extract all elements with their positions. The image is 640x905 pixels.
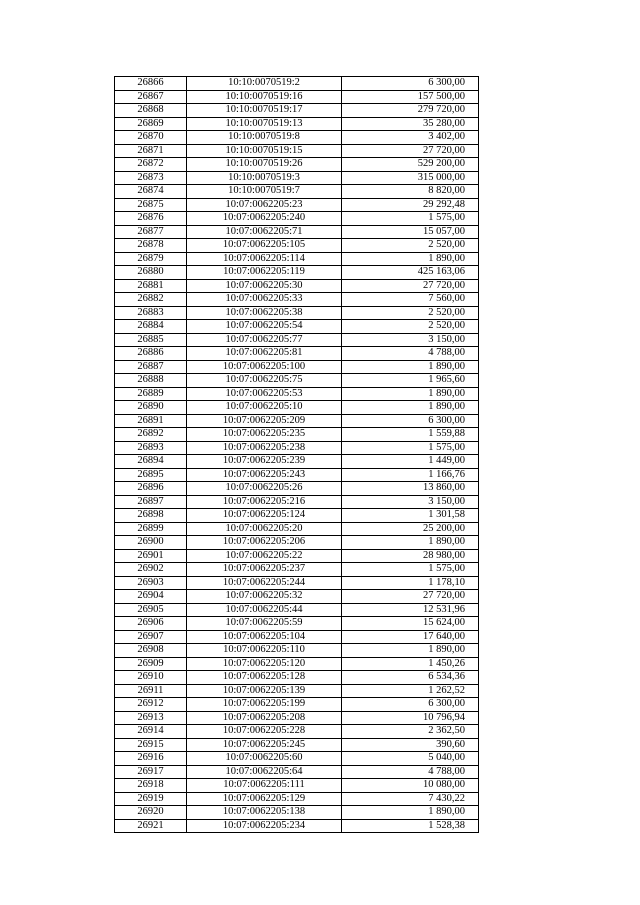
row-number-cell: 26921: [115, 819, 187, 833]
row-number-cell: 26910: [115, 671, 187, 685]
row-number-cell: 26895: [115, 468, 187, 482]
amount-cell: 1 301,58: [342, 509, 479, 523]
cadastral-number-cell: 10:07:0062205:119: [187, 266, 342, 280]
table-row: [115, 455, 479, 469]
amount-cell: 3 402,00: [342, 131, 479, 145]
table-row: [115, 738, 479, 752]
cadastral-number-cell: 10:07:0062205:59: [187, 617, 342, 631]
row-number-cell: 26867: [115, 90, 187, 104]
table-body: [115, 77, 479, 833]
cadastral-number-cell: 10:07:0062205:44: [187, 603, 342, 617]
table-row: [115, 752, 479, 766]
table-row: [115, 320, 479, 334]
row-number-cell: 26898: [115, 509, 187, 523]
row-number-cell: 26907: [115, 630, 187, 644]
row-number-cell: 26916: [115, 752, 187, 766]
amount-cell: 7 430,22: [342, 792, 479, 806]
amount-cell: 6 534,36: [342, 671, 479, 685]
amount-cell: 1 575,00: [342, 563, 479, 577]
cadastral-number-cell: 10:10:0070519:13: [187, 117, 342, 131]
table-row: [115, 657, 479, 671]
cadastral-number-cell: 10:07:0062205:77: [187, 333, 342, 347]
table-row: [115, 779, 479, 793]
amount-cell: 1 262,52: [342, 684, 479, 698]
table-row: [115, 212, 479, 226]
cadastral-number-cell: 10:07:0062205:110: [187, 644, 342, 658]
row-number-cell: 26903: [115, 576, 187, 590]
amount-cell: 10 796,94: [342, 711, 479, 725]
row-number-cell: 26871: [115, 144, 187, 158]
amount-cell: 3 150,00: [342, 333, 479, 347]
table-row: [115, 387, 479, 401]
cadastral-number-cell: 10:07:0062205:129: [187, 792, 342, 806]
table-row: [115, 441, 479, 455]
row-number-cell: 26868: [115, 104, 187, 118]
amount-cell: 390,60: [342, 738, 479, 752]
row-number-cell: 26887: [115, 360, 187, 374]
amount-cell: 1 575,00: [342, 212, 479, 226]
row-number-cell: 26882: [115, 293, 187, 307]
table-row: [115, 360, 479, 374]
table-row: [115, 266, 479, 280]
table-row: [115, 198, 479, 212]
amount-cell: 28 980,00: [342, 549, 479, 563]
amount-cell: 1 166,76: [342, 468, 479, 482]
row-number-cell: 26904: [115, 590, 187, 604]
cadastral-number-cell: 10:07:0062205:60: [187, 752, 342, 766]
cadastral-number-cell: 10:10:0070519:2: [187, 77, 342, 91]
row-number-cell: 26883: [115, 306, 187, 320]
amount-cell: 2 362,50: [342, 725, 479, 739]
cadastral-number-cell: 10:07:0062205:26: [187, 482, 342, 496]
row-number-cell: 26899: [115, 522, 187, 536]
amount-cell: 25 200,00: [342, 522, 479, 536]
amount-cell: 12 531,96: [342, 603, 479, 617]
amount-cell: 1 450,26: [342, 657, 479, 671]
cadastral-number-cell: 10:07:0062205:22: [187, 549, 342, 563]
row-number-cell: 26891: [115, 414, 187, 428]
row-number-cell: 26917: [115, 765, 187, 779]
row-number-cell: 26919: [115, 792, 187, 806]
cadastral-number-cell: 10:07:0062205:53: [187, 387, 342, 401]
table-row: [115, 104, 479, 118]
table-row: [115, 671, 479, 685]
row-number-cell: 26908: [115, 644, 187, 658]
amount-cell: 1 890,00: [342, 806, 479, 820]
row-number-cell: 26890: [115, 401, 187, 415]
table-row: [115, 90, 479, 104]
table-row: [115, 252, 479, 266]
table-row: [115, 590, 479, 604]
row-number-cell: 26881: [115, 279, 187, 293]
table-row: [115, 225, 479, 239]
cadastral-number-cell: 10:07:0062205:54: [187, 320, 342, 334]
amount-cell: 27 720,00: [342, 279, 479, 293]
cadastral-number-cell: 10:07:0062205:64: [187, 765, 342, 779]
amount-cell: 4 788,00: [342, 347, 479, 361]
amount-cell: 2 520,00: [342, 320, 479, 334]
row-number-cell: 26918: [115, 779, 187, 793]
row-number-cell: 26884: [115, 320, 187, 334]
cadastral-number-cell: 10:10:0070519:15: [187, 144, 342, 158]
table-row: [115, 603, 479, 617]
amount-cell: 1 559,88: [342, 428, 479, 442]
cadastral-number-cell: 10:10:0070519:7: [187, 185, 342, 199]
cadastral-number-cell: 10:10:0070519:3: [187, 171, 342, 185]
table-row: [115, 131, 479, 145]
cadastral-number-cell: 10:07:0062205:124: [187, 509, 342, 523]
table-row: [115, 414, 479, 428]
cadastral-number-cell: 10:07:0062205:240: [187, 212, 342, 226]
cadastral-number-cell: 10:10:0070519:8: [187, 131, 342, 145]
row-number-cell: 26886: [115, 347, 187, 361]
table-row: [115, 819, 479, 833]
row-number-cell: 26893: [115, 441, 187, 455]
cadastral-number-cell: 10:07:0062205:244: [187, 576, 342, 590]
table-row: [115, 576, 479, 590]
row-number-cell: 26869: [115, 117, 187, 131]
cadastral-number-cell: 10:07:0062205:38: [187, 306, 342, 320]
cadastral-number-cell: 10:07:0062205:199: [187, 698, 342, 712]
row-number-cell: 26902: [115, 563, 187, 577]
row-number-cell: 26870: [115, 131, 187, 145]
table-row: [115, 347, 479, 361]
table-row: [115, 644, 479, 658]
table-row: [115, 509, 479, 523]
table-row: [115, 185, 479, 199]
cadastral-number-cell: 10:07:0062205:234: [187, 819, 342, 833]
amount-cell: 8 820,00: [342, 185, 479, 199]
table-row: [115, 522, 479, 536]
table-row: [115, 563, 479, 577]
table-row: [115, 495, 479, 509]
amount-cell: 29 292,48: [342, 198, 479, 212]
table-row: [115, 684, 479, 698]
cadastral-number-cell: 10:07:0062205:138: [187, 806, 342, 820]
amount-cell: 6 300,00: [342, 414, 479, 428]
row-number-cell: 26879: [115, 252, 187, 266]
table-row: [115, 549, 479, 563]
table-row: [115, 468, 479, 482]
table-row: [115, 617, 479, 631]
amount-cell: 1 890,00: [342, 536, 479, 550]
row-number-cell: 26880: [115, 266, 187, 280]
row-number-cell: 26876: [115, 212, 187, 226]
amount-cell: 27 720,00: [342, 144, 479, 158]
cadastral-number-cell: 10:07:0062205:237: [187, 563, 342, 577]
row-number-cell: 26872: [115, 158, 187, 172]
amount-cell: 1 449,00: [342, 455, 479, 469]
amount-cell: 425 163,06: [342, 266, 479, 280]
table-row: [115, 374, 479, 388]
row-number-cell: 26911: [115, 684, 187, 698]
cadastral-number-cell: 10:07:0062205:104: [187, 630, 342, 644]
cadastral-number-cell: 10:10:0070519:17: [187, 104, 342, 118]
row-number-cell: 26875: [115, 198, 187, 212]
row-number-cell: 26914: [115, 725, 187, 739]
amount-cell: 15 057,00: [342, 225, 479, 239]
table-row: [115, 158, 479, 172]
row-number-cell: 26889: [115, 387, 187, 401]
row-number-cell: 26909: [115, 657, 187, 671]
cadastral-number-cell: 10:07:0062205:120: [187, 657, 342, 671]
amount-cell: 4 788,00: [342, 765, 479, 779]
cadastral-number-cell: 10:07:0062205:111: [187, 779, 342, 793]
row-number-cell: 26900: [115, 536, 187, 550]
cadastral-number-cell: 10:07:0062205:235: [187, 428, 342, 442]
cadastral-number-cell: 10:10:0070519:26: [187, 158, 342, 172]
amount-cell: 17 640,00: [342, 630, 479, 644]
amount-cell: 1 890,00: [342, 401, 479, 415]
table-row: [115, 306, 479, 320]
amount-cell: 35 280,00: [342, 117, 479, 131]
cadastral-number-cell: 10:07:0062205:216: [187, 495, 342, 509]
amount-cell: 1 528,38: [342, 819, 479, 833]
amount-cell: 15 624,00: [342, 617, 479, 631]
cadastral-number-cell: 10:07:0062205:32: [187, 590, 342, 604]
row-number-cell: 26885: [115, 333, 187, 347]
table-row: [115, 630, 479, 644]
row-number-cell: 26894: [115, 455, 187, 469]
cadastral-number-cell: 10:07:0062205:238: [187, 441, 342, 455]
amount-cell: 1 178,10: [342, 576, 479, 590]
amount-cell: 13 860,00: [342, 482, 479, 496]
row-number-cell: 26896: [115, 482, 187, 496]
cadastral-number-cell: 10:07:0062205:75: [187, 374, 342, 388]
amount-cell: 2 520,00: [342, 306, 479, 320]
cadastral-number-cell: 10:07:0062205:208: [187, 711, 342, 725]
cadastral-number-cell: 10:07:0062205:114: [187, 252, 342, 266]
row-number-cell: 26877: [115, 225, 187, 239]
table-row: [115, 333, 479, 347]
amount-cell: 1 890,00: [342, 387, 479, 401]
table-row: [115, 698, 479, 712]
amount-cell: 279 720,00: [342, 104, 479, 118]
cadastral-number-cell: 10:07:0062205:105: [187, 239, 342, 253]
table-row: [115, 117, 479, 131]
amount-cell: 7 560,00: [342, 293, 479, 307]
amount-cell: 1 890,00: [342, 360, 479, 374]
amount-cell: 529 200,00: [342, 158, 479, 172]
amount-cell: 3 150,00: [342, 495, 479, 509]
row-number-cell: 26906: [115, 617, 187, 631]
table-row: [115, 428, 479, 442]
cadastral-number-cell: 10:07:0062205:239: [187, 455, 342, 469]
cadastral-number-cell: 10:07:0062205:100: [187, 360, 342, 374]
row-number-cell: 26897: [115, 495, 187, 509]
cadastral-number-cell: 10:07:0062205:139: [187, 684, 342, 698]
amount-cell: 1 890,00: [342, 252, 479, 266]
row-number-cell: 26874: [115, 185, 187, 199]
table-row: [115, 482, 479, 496]
cadastral-number-cell: 10:07:0062205:128: [187, 671, 342, 685]
cadastral-number-cell: 10:07:0062205:209: [187, 414, 342, 428]
amount-cell: 6 300,00: [342, 698, 479, 712]
amount-cell: 157 500,00: [342, 90, 479, 104]
cadastral-number-cell: 10:07:0062205:30: [187, 279, 342, 293]
row-number-cell: 26913: [115, 711, 187, 725]
amount-cell: 2 520,00: [342, 239, 479, 253]
cadastral-number-cell: 10:07:0062205:20: [187, 522, 342, 536]
cadastral-number-cell: 10:07:0062205:81: [187, 347, 342, 361]
row-number-cell: 26905: [115, 603, 187, 617]
row-number-cell: 26888: [115, 374, 187, 388]
table-row: [115, 279, 479, 293]
row-number-cell: 26873: [115, 171, 187, 185]
amount-cell: 1 890,00: [342, 644, 479, 658]
table-row: [115, 293, 479, 307]
table-row: [115, 725, 479, 739]
row-number-cell: 26866: [115, 77, 187, 91]
cadastral-number-cell: 10:07:0062205:71: [187, 225, 342, 239]
cadastral-number-cell: 10:07:0062205:228: [187, 725, 342, 739]
table-row: [115, 77, 479, 91]
amount-cell: 27 720,00: [342, 590, 479, 604]
row-number-cell: 26915: [115, 738, 187, 752]
table-row: [115, 171, 479, 185]
cadastral-number-cell: 10:07:0062205:245: [187, 738, 342, 752]
amount-cell: 1 575,00: [342, 441, 479, 455]
amount-cell: 10 080,00: [342, 779, 479, 793]
amount-cell: 1 965,60: [342, 374, 479, 388]
table-row: [115, 765, 479, 779]
cadastral-number-cell: 10:10:0070519:16: [187, 90, 342, 104]
table-row: [115, 806, 479, 820]
cadastral-number-cell: 10:07:0062205:10: [187, 401, 342, 415]
row-number-cell: 26878: [115, 239, 187, 253]
table-row: [115, 239, 479, 253]
table-row: [115, 711, 479, 725]
amount-cell: 5 040,00: [342, 752, 479, 766]
cadastral-number-cell: 10:07:0062205:33: [187, 293, 342, 307]
table-row: [115, 792, 479, 806]
row-number-cell: 26901: [115, 549, 187, 563]
cadastral-number-cell: 10:07:0062205:23: [187, 198, 342, 212]
data-table: [114, 76, 479, 833]
table-row: [115, 144, 479, 158]
table-row: [115, 401, 479, 415]
cadastral-number-cell: 10:07:0062205:243: [187, 468, 342, 482]
amount-cell: 6 300,00: [342, 77, 479, 91]
row-number-cell: 26892: [115, 428, 187, 442]
table-row: [115, 536, 479, 550]
cadastral-number-cell: 10:07:0062205:206: [187, 536, 342, 550]
amount-cell: 315 000,00: [342, 171, 479, 185]
row-number-cell: 26920: [115, 806, 187, 820]
row-number-cell: 26912: [115, 698, 187, 712]
